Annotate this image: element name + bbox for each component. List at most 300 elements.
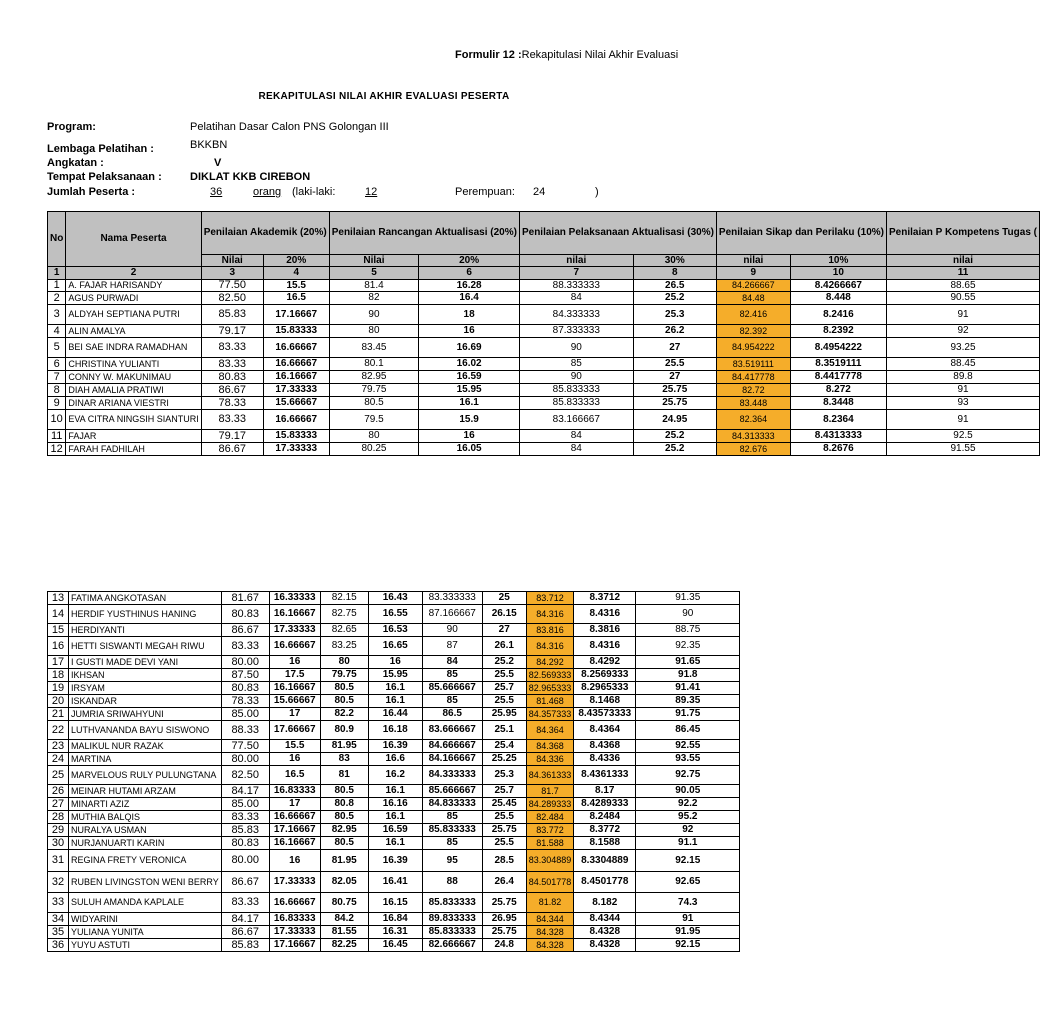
akademik-20: 17.16667: [269, 939, 320, 952]
pelaksanaan-30: 25.3: [482, 766, 526, 785]
rancangan-nilai: 81.55: [320, 926, 368, 939]
sikap-10: 8.3712: [574, 592, 636, 605]
akademik-20: 16.16667: [269, 837, 320, 850]
sikap-10: 8.4501778: [574, 872, 636, 893]
sikap-10: 8.4344: [574, 913, 636, 926]
participant-name: CHRISTINA YULIANTI: [66, 358, 201, 371]
pelaksanaan-30: 25.2: [633, 292, 716, 305]
kompetensi-nilai: 88.75: [636, 624, 740, 637]
orang-label: orang: [253, 186, 282, 198]
table-row: [48, 811, 740, 824]
akademik-nilai: 82.50: [201, 292, 263, 305]
akademik-nilai: 86.67: [221, 872, 269, 893]
row-number: 29: [48, 824, 69, 837]
akademik-nilai: 79.17: [201, 430, 263, 443]
rancangan-nilai: 80.9: [320, 721, 368, 740]
akademik-nilai: 84.17: [221, 785, 269, 798]
pelaksanaan-nilai: 85: [422, 669, 482, 682]
row-number: 24: [48, 753, 69, 766]
participant-name: CONNY W. MAKUNIMAU: [66, 371, 201, 384]
participant-name: HETTI SISWANTI MEGAH RIWU: [69, 637, 222, 656]
kompetensi-nilai: 93.25: [887, 338, 1040, 358]
rancangan-nilai: 79.75: [320, 669, 368, 682]
rancangan-nilai: 83.25: [320, 637, 368, 656]
column-number-cell: 4: [263, 267, 329, 280]
pelaksanaan-30: 27: [482, 624, 526, 637]
participant-name: YUYU ASTUTI: [69, 939, 222, 952]
row-number: 2: [48, 292, 66, 305]
kompetensi-nilai: 91: [887, 410, 1040, 430]
pelaksanaan-nilai: 84.833333: [422, 798, 482, 811]
pelaksanaan-30: 25: [482, 592, 526, 605]
table-row: [48, 397, 1040, 410]
table-row: [48, 592, 740, 605]
kompetensi-nilai: 92.15: [636, 850, 740, 872]
rancangan-20: 16.43: [368, 592, 422, 605]
rancangan-20: 16.1: [368, 837, 422, 850]
rancangan-nilai: 82.95: [329, 371, 419, 384]
sikap-nilai: 84.266667: [716, 280, 790, 292]
kompetensi-nilai: 91.65: [636, 656, 740, 669]
table-row: [48, 926, 740, 939]
sikap-10: 8.3304889: [574, 850, 636, 872]
akademik-nilai: 85.00: [221, 708, 269, 721]
rancangan-20: 15.9: [419, 410, 520, 430]
rancangan-20: 16.59: [419, 371, 520, 384]
row-number: 3: [48, 305, 66, 325]
akademik-nilai: 84.17: [221, 913, 269, 926]
table-row: [48, 338, 1040, 358]
sikap-10: 8.4266667: [790, 280, 886, 292]
subheader-cell: 10%: [790, 255, 886, 267]
participant-name: NURALYA USMAN: [69, 824, 222, 837]
row-number: 4: [48, 325, 66, 338]
akademik-20: 17.33333: [269, 872, 320, 893]
akademik-nilai: 85.00: [221, 798, 269, 811]
row-number: 36: [48, 939, 69, 952]
rancangan-nilai: 80.5: [320, 785, 368, 798]
rancangan-20: 15.95: [419, 384, 520, 397]
akademik-20: 16.66667: [269, 637, 320, 656]
sikap-10: 8.43573333: [574, 708, 636, 721]
column-number-cell: 6: [419, 267, 520, 280]
akademik-20: 17: [269, 798, 320, 811]
akademik-20: 17.33333: [263, 384, 329, 397]
kompetensi-nilai: 92.65: [636, 872, 740, 893]
sikap-10: 8.3519111: [790, 358, 886, 371]
row-number: 15: [48, 624, 69, 637]
akademik-nilai: 77.50: [221, 740, 269, 753]
pelaksanaan-30: 25.5: [482, 837, 526, 850]
sikap-nilai: 82.965333: [526, 682, 574, 695]
sikap-nilai: 83.816: [526, 624, 574, 637]
pelaksanaan-30: 26.1: [482, 637, 526, 656]
row-number: 1: [48, 280, 66, 292]
row-number: 18: [48, 669, 69, 682]
pelaksanaan-30: 28.5: [482, 850, 526, 872]
akademik-20: 17.16667: [263, 305, 329, 325]
rancangan-20: 16: [419, 430, 520, 443]
pelaksanaan-nilai: 85: [422, 837, 482, 850]
rancangan-20: 16.65: [368, 637, 422, 656]
col-nama: Nama Peserta: [66, 212, 201, 267]
akademik-nilai: 78.33: [201, 397, 263, 410]
sikap-nilai: 81.588: [526, 837, 574, 850]
rancangan-20: 16.05: [419, 443, 520, 456]
kompetensi-nilai: 92.35: [636, 637, 740, 656]
rancangan-20: 16.1: [368, 811, 422, 824]
akademik-20: 17.5: [269, 669, 320, 682]
sikap-nilai: 83.519111: [716, 358, 790, 371]
column-number-cell: 7: [519, 267, 633, 280]
pelaksanaan-30: 26.2: [633, 325, 716, 338]
akademik-nilai: 83.33: [221, 637, 269, 656]
pelaksanaan-nilai: 85.833333: [422, 893, 482, 913]
row-number: 27: [48, 798, 69, 811]
pelaksanaan-nilai: 84: [519, 292, 633, 305]
rancangan-20: 16.1: [368, 695, 422, 708]
pelaksanaan-nilai: 85.833333: [519, 384, 633, 397]
rancangan-nilai: 83.45: [329, 338, 419, 358]
sikap-10: 8.4328: [574, 926, 636, 939]
participant-name: NURJANUARTI KARIN: [69, 837, 222, 850]
table-row: [48, 753, 740, 766]
rancangan-20: 16.18: [368, 721, 422, 740]
angkatan-label: Angkatan :: [47, 157, 104, 169]
akademik-20: 16: [269, 753, 320, 766]
pelaksanaan-30: 25.2: [633, 443, 716, 456]
kompetensi-nilai: 91.55: [887, 443, 1040, 456]
kompetensi-nilai: 90.05: [636, 785, 740, 798]
participant-name: A. FAJAR HARISANDY: [66, 280, 201, 292]
akademik-20: 16.16667: [269, 605, 320, 624]
program-label: Program:: [47, 121, 96, 133]
row-number: 19: [48, 682, 69, 695]
row-number: 28: [48, 811, 69, 824]
rancangan-20: 16.44: [368, 708, 422, 721]
row-number: 11: [48, 430, 66, 443]
rancangan-20: 16.15: [368, 893, 422, 913]
akademik-nilai: 79.17: [201, 325, 263, 338]
tempat-label: Tempat Pelaksanaan :: [47, 171, 162, 183]
pelaksanaan-nilai: 90: [519, 338, 633, 358]
pelaksanaan-nilai: 84.166667: [422, 753, 482, 766]
pelaksanaan-nilai: 89.833333: [422, 913, 482, 926]
rancangan-20: 16.31: [368, 926, 422, 939]
pelaksanaan-nilai: 85.666667: [422, 785, 482, 798]
row-number: 9: [48, 397, 66, 410]
rancangan-nilai: 80.8: [320, 798, 368, 811]
table-row: [48, 785, 740, 798]
participant-name: DINAR ARIANA VIESTRI: [66, 397, 201, 410]
participant-name: FARAH FADHILAH: [66, 443, 201, 456]
table-row: [48, 624, 740, 637]
pelaksanaan-30: 26.15: [482, 605, 526, 624]
row-number: 23: [48, 740, 69, 753]
participant-name: FAJAR: [66, 430, 201, 443]
lembaga-value: BKKBN: [190, 139, 228, 151]
pelaksanaan-30: 25.3: [633, 305, 716, 325]
rancangan-20: 16.41: [368, 872, 422, 893]
kompetensi-nilai: 92: [887, 325, 1040, 338]
sikap-10: 8.272: [790, 384, 886, 397]
subheader-cell: 20%: [263, 255, 329, 267]
sikap-nilai: 83.448: [716, 397, 790, 410]
rancangan-nilai: 82.15: [320, 592, 368, 605]
rancangan-nilai: 82.2: [320, 708, 368, 721]
subheader-cell: Nilai: [329, 255, 419, 267]
akademik-20: 16.16667: [263, 371, 329, 384]
table-row: [48, 939, 740, 952]
akademik-20: 16.83333: [269, 785, 320, 798]
akademik-nilai: 82.50: [221, 766, 269, 785]
akademik-nilai: 83.33: [221, 811, 269, 824]
row-number: 35: [48, 926, 69, 939]
table-row: [48, 721, 740, 740]
rancangan-20: 15.95: [368, 669, 422, 682]
participant-name: JUMRIA SRIWAHYUNI: [69, 708, 222, 721]
pelaksanaan-30: 25.75: [633, 397, 716, 410]
participant-name: MARVELOUS RULY PULUNGTANA: [69, 766, 222, 785]
col-akademik: Penilaian Akademik (20%): [201, 212, 329, 255]
column-number-cell: 1: [48, 267, 66, 280]
rancangan-nilai: 80: [329, 430, 419, 443]
pelaksanaan-30: 25.75: [633, 384, 716, 397]
pelaksanaan-30: 25.75: [482, 824, 526, 837]
participant-name: MINARTI AZIZ: [69, 798, 222, 811]
sikap-nilai: 81.82: [526, 893, 574, 913]
akademik-20: 15.66667: [263, 397, 329, 410]
akademik-nilai: 80.83: [221, 682, 269, 695]
rancangan-nilai: 80.25: [329, 443, 419, 456]
pelaksanaan-30: 25.5: [633, 358, 716, 371]
sikap-nilai: 84.954222: [716, 338, 790, 358]
kompetensi-nilai: 93.55: [636, 753, 740, 766]
sikap-10: 8.2965333: [574, 682, 636, 695]
pelaksanaan-nilai: 85.666667: [422, 682, 482, 695]
col-kompetensi: Penilaian P Kompetens Tugas (: [887, 212, 1040, 255]
akademik-20: 15.5: [263, 280, 329, 292]
sikap-10: 8.4328: [574, 939, 636, 952]
pelaksanaan-30: 25.1: [482, 721, 526, 740]
score-table-bottom: [47, 591, 740, 952]
akademik-nilai: 85.83: [201, 305, 263, 325]
score-table-top: [47, 211, 1040, 456]
pelaksanaan-30: 25.5: [482, 669, 526, 682]
sikap-nilai: 83.772: [526, 824, 574, 837]
rancangan-nilai: 79.5: [329, 410, 419, 430]
rancangan-nilai: 80.5: [329, 397, 419, 410]
rancangan-nilai: 80: [329, 325, 419, 338]
rancangan-nilai: 82.25: [320, 939, 368, 952]
sikap-nilai: 84.368: [526, 740, 574, 753]
table-row: [48, 837, 740, 850]
rancangan-20: 16.4: [419, 292, 520, 305]
row-number: 34: [48, 913, 69, 926]
sikap-nilai: 83.304889: [526, 850, 574, 872]
sikap-10: 8.4368: [574, 740, 636, 753]
table-row: [48, 305, 1040, 325]
table-row: [48, 893, 740, 913]
row-number: 26: [48, 785, 69, 798]
kompetensi-nilai: 92.55: [636, 740, 740, 753]
participant-name: EVA CITRA NINGSIH SIANTURI: [66, 410, 201, 430]
rancangan-nilai: 80.5: [320, 837, 368, 850]
sikap-nilai: 82.416: [716, 305, 790, 325]
kompetensi-nilai: 90: [636, 605, 740, 624]
rancangan-nilai: 80.5: [320, 811, 368, 824]
pelaksanaan-nilai: 88.333333: [519, 280, 633, 292]
rancangan-20: 18: [419, 305, 520, 325]
row-number: 13: [48, 592, 69, 605]
row-number: 20: [48, 695, 69, 708]
table-row: [48, 824, 740, 837]
row-number: 17: [48, 656, 69, 669]
sikap-nilai: 84.328: [526, 939, 574, 952]
sikap-nilai: 84.501778: [526, 872, 574, 893]
rancangan-20: 16.69: [419, 338, 520, 358]
pelaksanaan-30: 25.2: [633, 430, 716, 443]
participant-name: I GUSTI MADE DEVI YANI: [69, 656, 222, 669]
subheader-cell: 20%: [419, 255, 520, 267]
pelaksanaan-30: 27: [633, 371, 716, 384]
pelaksanaan-30: 25.7: [482, 682, 526, 695]
pelaksanaan-nilai: 85: [519, 358, 633, 371]
rancangan-nilai: 82.05: [320, 872, 368, 893]
sikap-10: 8.4313333: [790, 430, 886, 443]
table-row: [48, 872, 740, 893]
kompetensi-nilai: 91: [887, 305, 1040, 325]
kompetensi-nilai: 91.41: [636, 682, 740, 695]
pelaksanaan-nilai: 84.333333: [422, 766, 482, 785]
kompetensi-nilai: 74.3: [636, 893, 740, 913]
pelaksanaan-nilai: 90: [422, 624, 482, 637]
akademik-nilai: 87.50: [221, 669, 269, 682]
row-number: 31: [48, 850, 69, 872]
sikap-nilai: 82.569333: [526, 669, 574, 682]
participant-name: FATIMA ANGKOTASAN: [69, 592, 222, 605]
kompetensi-nilai: 91.35: [636, 592, 740, 605]
rancangan-20: 16.6: [368, 753, 422, 766]
akademik-20: 16: [269, 656, 320, 669]
rancangan-nilai: 82: [329, 292, 419, 305]
akademik-nilai: 83.33: [201, 358, 263, 371]
rancangan-20: 16.02: [419, 358, 520, 371]
table-row: [48, 669, 740, 682]
rancangan-nilai: 81.95: [320, 850, 368, 872]
sikap-10: 8.2392: [790, 325, 886, 338]
participant-name: ALIN AMALYA: [66, 325, 201, 338]
sikap-nilai: 84.328: [526, 926, 574, 939]
sikap-10: 8.4316: [574, 637, 636, 656]
row-number: 22: [48, 721, 69, 740]
akademik-20: 16.33333: [269, 592, 320, 605]
table-row: [48, 637, 740, 656]
kompetensi-nilai: 92.5: [887, 430, 1040, 443]
row-number: 7: [48, 371, 66, 384]
akademik-nilai: 80.83: [201, 371, 263, 384]
kompetensi-nilai: 91: [887, 384, 1040, 397]
jumlah-label: Jumlah Peserta :: [47, 186, 136, 198]
table-row: [48, 371, 1040, 384]
pelaksanaan-30: 26.5: [633, 280, 716, 292]
rancangan-nilai: 80.1: [329, 358, 419, 371]
akademik-nilai: 86.67: [221, 926, 269, 939]
kompetensi-nilai: 90.55: [887, 292, 1040, 305]
kompetensi-nilai: 91.95: [636, 926, 740, 939]
rancangan-20: 16.53: [368, 624, 422, 637]
pelaksanaan-nilai: 90: [519, 371, 633, 384]
table-row: [48, 443, 1040, 456]
formulir-number: Formulir 12 :: [455, 49, 522, 61]
participant-name: ALDYAH SEPTIANA PUTRI: [66, 305, 201, 325]
rancangan-20: 16.45: [368, 939, 422, 952]
akademik-20: 17.16667: [269, 824, 320, 837]
akademik-nilai: 85.83: [221, 824, 269, 837]
column-number-cell: 5: [329, 267, 419, 280]
sikap-nilai: 84.336: [526, 753, 574, 766]
akademik-20: 17: [269, 708, 320, 721]
akademik-nilai: 86.67: [201, 443, 263, 456]
sikap-10: 8.2484: [574, 811, 636, 824]
row-number: 30: [48, 837, 69, 850]
sikap-10: 8.4364: [574, 721, 636, 740]
akademik-20: 16.66667: [263, 410, 329, 430]
pelaksanaan-nilai: 85.833333: [422, 824, 482, 837]
akademik-nilai: 81.67: [221, 592, 269, 605]
pelaksanaan-30: 25.7: [482, 785, 526, 798]
subheader-cell: nilai: [887, 255, 1040, 267]
row-number: 12: [48, 443, 66, 456]
kompetensi-nilai: 88.45: [887, 358, 1040, 371]
akademik-nilai: 77.50: [201, 280, 263, 292]
sikap-10: 8.1588: [574, 837, 636, 850]
akademik-nilai: 83.33: [201, 338, 263, 358]
pelaksanaan-nilai: 84.666667: [422, 740, 482, 753]
akademik-nilai: 85.83: [221, 939, 269, 952]
akademik-nilai: 83.33: [201, 410, 263, 430]
rancangan-nilai: 79.75: [329, 384, 419, 397]
sikap-nilai: 84.357333: [526, 708, 574, 721]
akademik-20: 17.33333: [263, 443, 329, 456]
akademik-20: 16.66667: [263, 358, 329, 371]
jumlah-value: 36: [210, 186, 223, 198]
pelaksanaan-nilai: 87.166667: [422, 605, 482, 624]
sikap-10: 8.1468: [574, 695, 636, 708]
pelaksanaan-30: 26.4: [482, 872, 526, 893]
participant-name: RUBEN LIVINGSTON WENI BERRY: [69, 872, 222, 893]
pelaksanaan-30: 25.5: [482, 695, 526, 708]
rancangan-20: 16.1: [368, 785, 422, 798]
kompetensi-nilai: 92.15: [636, 939, 740, 952]
pelaksanaan-30: 25.75: [482, 893, 526, 913]
pelaksanaan-30: 25.4: [482, 740, 526, 753]
akademik-20: 16: [269, 850, 320, 872]
row-number: 25: [48, 766, 69, 785]
pelaksanaan-30: 25.45: [482, 798, 526, 811]
akademik-20: 16.83333: [269, 913, 320, 926]
akademik-nilai: 80.83: [221, 837, 269, 850]
pelaksanaan-nilai: 85.833333: [422, 926, 482, 939]
rancangan-20: 16: [419, 325, 520, 338]
rancangan-nilai: 80.5: [320, 695, 368, 708]
pelaksanaan-nilai: 87.333333: [519, 325, 633, 338]
sikap-10: 8.3448: [790, 397, 886, 410]
pelaksanaan-nilai: 84: [519, 443, 633, 456]
column-number-cell: 8: [633, 267, 716, 280]
sikap-nilai: 84.361333: [526, 766, 574, 785]
lembaga-label: Lembaga Pelatihan :: [47, 143, 154, 155]
